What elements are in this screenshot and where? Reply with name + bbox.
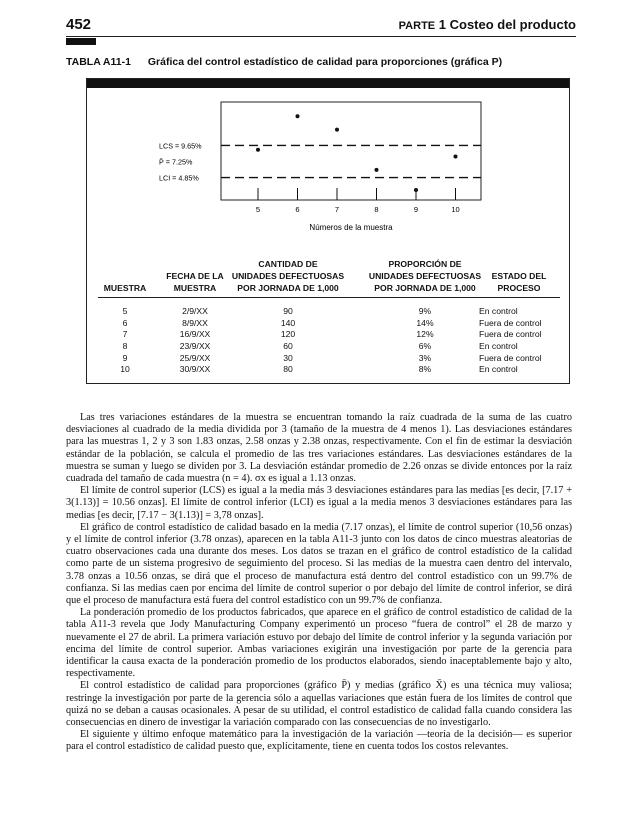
- column-header: FECHA DE LA MUESTRA: [166, 271, 224, 293]
- center-label: P̄ = 7.25%: [159, 157, 193, 167]
- header-rule: [66, 36, 576, 37]
- data-point: [414, 188, 418, 192]
- header-block: [66, 38, 96, 45]
- column-header: MUESTRA: [103, 283, 147, 293]
- table-cell: Fuera de control: [479, 317, 542, 328]
- body-paragraph: Las tres variaciones estándares de la muestra se encuentran tomando la raíz cuadrada de la suma de las cuatro desviaciones al cuadrado de la media dividida por 3 (tamaño de la muestra de 4 menos 1). Las desviaciones estándares para las muestras 1, 2 y 3 son 1.83 onzas, 2.58 onzas y 2.38 onzas, respectivamente. Con el fin de estimar la desviación estándar de la población, se calcula el promedio de las tres variaciones estándares. Las desviaciones estándares de la muestra se suman y luego se dividen por 3. La desviación estándar promedio de 2.26 onzas se divide entonces por la raíz cuadrada del tamaño de cada muestra (n = 4). σx es igual a 1.13 onzas.: [66, 412, 572, 485]
- table-cell: 30/9/XX: [179, 364, 211, 375]
- table-cell: 14%: [416, 317, 434, 328]
- table-row: [98, 353, 560, 365]
- table-cell: Fuera de control: [479, 352, 542, 363]
- table-row: [98, 306, 560, 318]
- x-tick-label: 9: [413, 205, 419, 214]
- p-chart-svg: [153, 100, 483, 236]
- table-header-row: [98, 258, 560, 294]
- body-paragraph: El control estadístico de calidad para proporciones (gráfico P̄) y medias (gráfico X̄) es una técnica muy valiosa; restringe la investigación por parte de la gerencia sólo a aquellas variaciones que están fuera de los límites de control que quizá no se deban a causas ocasionales. A pesar de su utilidad, el control estadístico de calidad falla cuando considera las consecuencias en dinero de investigar la variación comparado con las consecuencias de no investigarlo.: [66, 680, 572, 729]
- chart-frame: [221, 102, 481, 200]
- p-control-chart: [153, 100, 483, 236]
- table-title: Gráfica del control estadístico de calidad para proporciones (gráfica P): [147, 56, 503, 68]
- table-cell: 90: [283, 306, 293, 316]
- table-cell: 60: [283, 341, 293, 352]
- table-row: [98, 364, 560, 376]
- table-body: [98, 298, 560, 376]
- table-cell: 7: [122, 329, 128, 340]
- table-cell: 80: [283, 364, 293, 375]
- lcl-label: LCI = 4.85%: [159, 173, 199, 183]
- x-tick-label: 7: [334, 205, 340, 214]
- data-point: [375, 168, 379, 172]
- body-paragraph: El siguiente y último enfoque matemático para la investigación de la variación —teoría de la decisión— es superior para el control estadístico de calidad puesto que, explícitamente, tiene en cuenta todos los costos relevantes.: [66, 729, 572, 753]
- table-top-bar: [87, 79, 569, 88]
- table-cell: 30: [283, 352, 293, 363]
- data-table: [98, 258, 560, 376]
- column-header: PROPORCIÓN DE UNIDADES DEFECTUOSAS POR JORNADA DE 1,000: [368, 259, 482, 293]
- table-cell: 8: [122, 341, 128, 352]
- table-cell: 140: [280, 317, 296, 328]
- running-title: [399, 17, 576, 32]
- table-cell: 25/9/XX: [179, 352, 211, 363]
- table-cell: En control: [479, 341, 518, 352]
- part-title: Costeo del producto: [449, 17, 576, 32]
- table-cell: 23/9/XX: [179, 341, 211, 352]
- page-number: 452: [66, 16, 92, 33]
- body-paragraph: La ponderación promedio de los productos fabricados, que aparece en el gráfico de control estadístico de calidad de la tabla A11-3 revela que Jody Manufacturing Company experimentó un proceso “fuera de control” el 28 de marzo y nuevamente el 27 de abril. La primera variación estuvo por debajo del límite de control inferior y la segunda variación por encima del límite de control superior. Ambas variaciones exigirán una investigación por parte de la gerencia para identificar la causa exacta de la ponderación promedio de los productos elaborados, siendo inaceptablemente bajo y alto, respectivamente.: [66, 607, 572, 680]
- body-text: [66, 412, 572, 754]
- data-point: [296, 114, 300, 118]
- column-header: ESTADO DEL PROCESO: [491, 271, 547, 293]
- table-cell: 12%: [416, 329, 434, 340]
- table-cell: 8%: [418, 364, 432, 375]
- table-cell: Fuera de control: [479, 329, 542, 340]
- table-cell: 10: [120, 364, 130, 375]
- table-row: [98, 318, 560, 330]
- table-cell: 120: [280, 329, 296, 340]
- x-axis-label: Números de la muestra: [309, 223, 393, 232]
- x-tick-label: 5: [255, 205, 261, 214]
- table-cell: 16/9/XX: [179, 329, 211, 340]
- table-cell: 5: [122, 306, 128, 316]
- body-paragraph: El gráfico de control estadístico de calidad basado en la media (7.17 onzas), el límite de control superior (10,56 onzas) y el límite de control inferior (3.78 onzas), aparecen en la tabla A11-3 junto con los datos de cinco muestras aleatorias de cuatro observaciones cada una durante dos meses. Los datos se trazan en el gráfico de control estadístico de la calidad como parte de un sistema progresivo de seguimiento del proceso. Si las medias de la muestra caen dentro del intervalo, 3.78 onzas a 10.56 onzas, se dirá que el proceso de manufactura está dentro del control estadístico con un 99.7% de confianza. Si las medias caen por encima del límite de control superior o por debajo del límite de control inferior, se dirá que el proceso de manufactura está fuera del control estadístico con un 99.7% de confianza.: [66, 521, 572, 607]
- table-row: [98, 341, 560, 353]
- table-cell: 2/9/XX: [182, 306, 208, 316]
- x-tick-label: 6: [295, 205, 300, 214]
- x-tick-label: 10: [451, 205, 460, 214]
- table-cell: 9: [122, 352, 128, 363]
- table-cell: 6%: [418, 341, 432, 352]
- table-number: TABLA A11-1: [66, 56, 131, 68]
- ucl-label: LCS = 9.65%: [159, 141, 202, 151]
- data-point: [335, 128, 339, 132]
- table-cell: 9%: [418, 306, 432, 316]
- table-cell: 3%: [418, 352, 432, 363]
- data-point: [454, 154, 458, 158]
- part-label: PARTE: [398, 20, 436, 32]
- body-paragraph: El límite de control superior (LCS) es igual a la media más 3 desviaciones estándares para las medias [es decir, [7.17 + 3(1.13)] = 10.56 onzas]. El límite de control inferior (LCI) es igual a la media menos 3 desviaciones estándares para las medias [es decir, [7.17 − 3(1.13)] = 3,78 onzas].: [66, 485, 572, 521]
- table-cell: En control: [479, 364, 518, 375]
- x-tick-label: 8: [374, 205, 379, 214]
- table-caption: [66, 56, 502, 68]
- data-point: [256, 148, 260, 152]
- column-header: CANTIDAD DE UNIDADES DEFECTUOSAS POR JORNADA DE 1,000: [231, 259, 345, 293]
- part-number: 1: [438, 17, 446, 32]
- table-cell: 8/9/XX: [182, 317, 208, 328]
- table-cell: 6: [122, 317, 128, 328]
- table-cell: En control: [479, 306, 518, 316]
- table-row: [98, 329, 560, 341]
